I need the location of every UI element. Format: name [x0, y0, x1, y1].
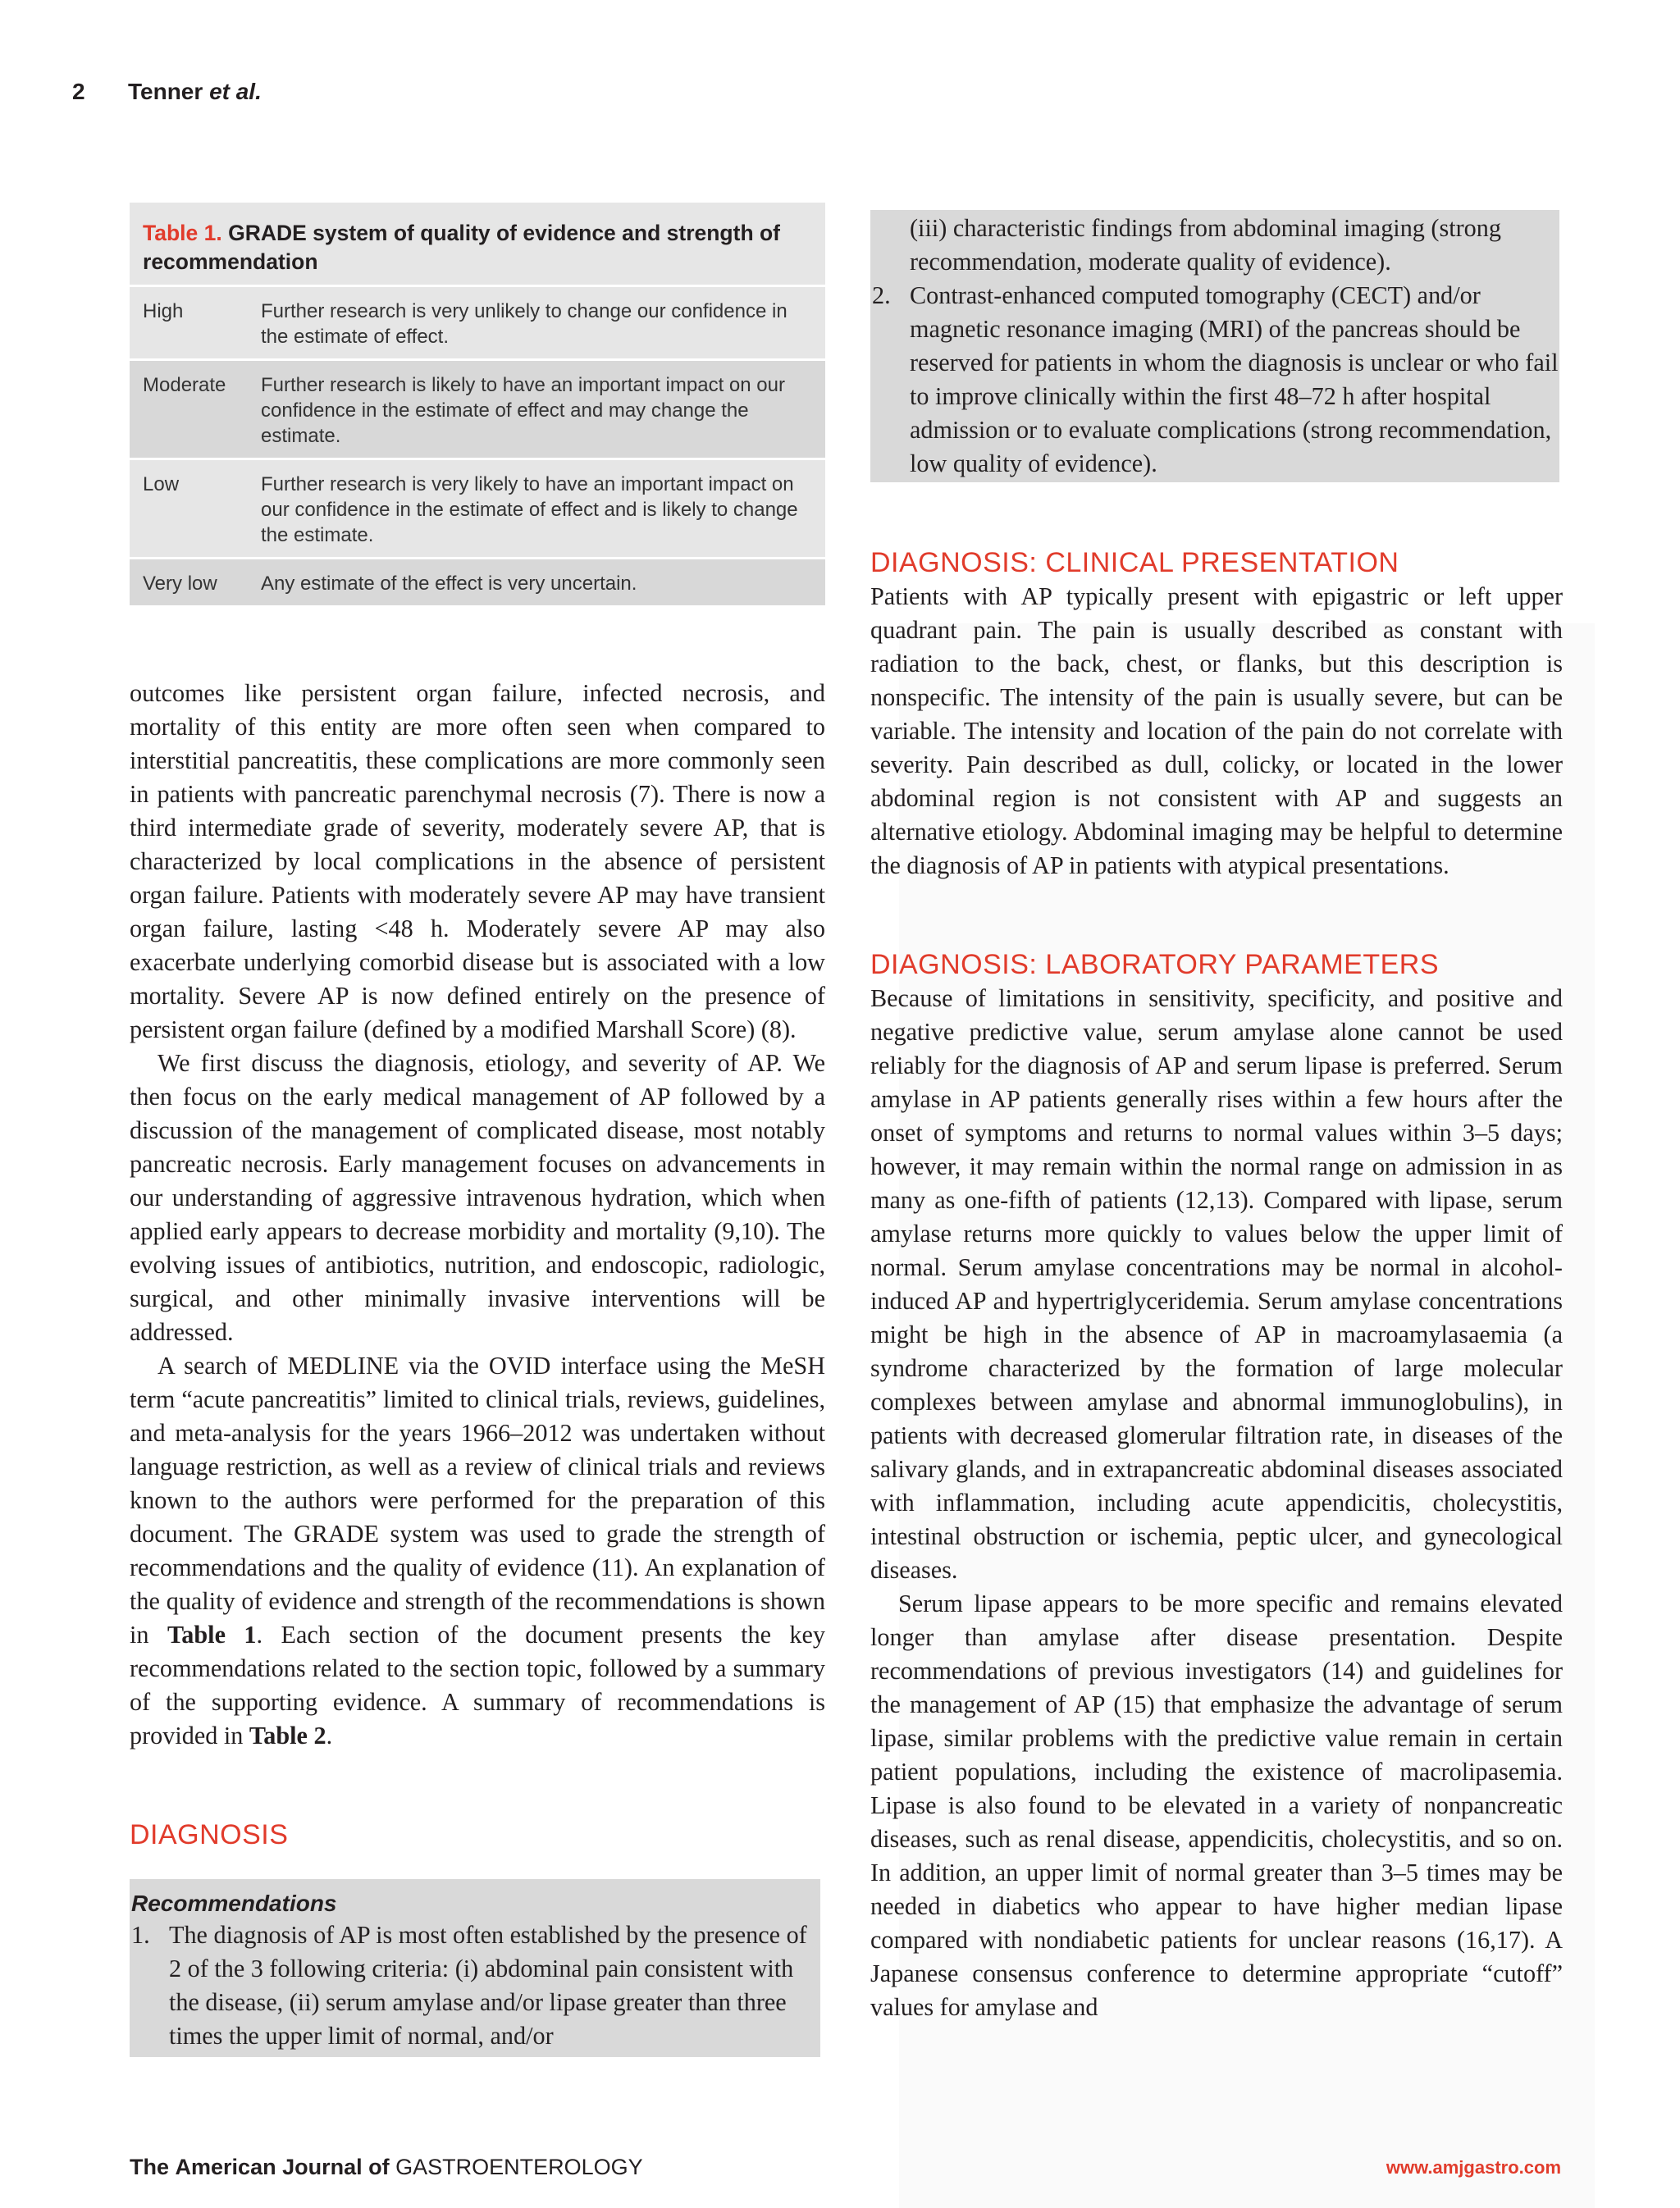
- journal-name-part1: American Journal: [175, 2155, 363, 2179]
- quality-level: Moderate: [143, 374, 226, 396]
- journal-of: of: [368, 2155, 390, 2179]
- page-number: 2: [72, 79, 85, 104]
- quality-description: Further research is likely to have an important impact on our confidence in the estimate of effect and may change the estimate.: [261, 374, 785, 447]
- recommendation-text: The diagnosis of AP is most often established by the presence of 2 of the 3 following criteria: (i) abdominal pain consistent with the disease, (ii) serum amylase and/or lipase greater than three times the upper limit of normal, and/or: [169, 1921, 807, 2050]
- journal-footer: [130, 2155, 643, 2180]
- table-row: [130, 358, 825, 458]
- quality-level: High: [143, 300, 184, 322]
- recommendation-number: 2.: [872, 281, 891, 309]
- text-run: .: [326, 1722, 333, 1750]
- table-1: [130, 203, 825, 605]
- table-1-title: GRADE system of quality of evidence and strength of recommendation: [143, 221, 781, 274]
- body-paragraph: outcomes like persistent organ failure, infected necrosis, and mortality of this entity are more often seen when compared to interstitial pancreatitis, these complications are more commonly seen in patients with pancreatic parenchymal necrosis (7). There is now a third intermediate grade of severity, moderately severe AP, that is characterized by local complications in the absence of persistent organ failure. Patients with moderately severe AP may have transient organ failure, lasting <48 h. Moderately severe AP may also exacerbate underlying comorbid disease but is associated with a low mortality. Severe AP is now defined entirely on the presence of persistent organ failure (defined by a modified Marshall Score) (8).: [130, 679, 825, 1043]
- author-et-al: et al.: [209, 79, 262, 104]
- journal-the: The: [130, 2155, 170, 2179]
- recommendation-item-continued: [870, 212, 1559, 279]
- table-1-label: Table 1.: [143, 221, 222, 245]
- table-row: [130, 458, 825, 557]
- table-2-reference: Table 2: [249, 1722, 326, 1750]
- body-paragraph: We first discuss the diagnosis, etiology, and severity of AP. We then focus on the early medical management of AP followed by a discussion of the management of complicated disease, most notably pancreatic necrosis. Early management focuses on advancements in our understanding of aggressive intravenous hydration, which when applied early appears to decrease morbidity and mortality (9,10). The evolving issues of antibiotics, nutrition, and endoscopic, radiologic, surgical, and other minimally invasive interventions will be addressed.: [130, 1049, 825, 1346]
- body-paragraph-search-methods: [130, 1349, 825, 1753]
- recommendation-text: (iii) characteristic findings from abdominal imaging (strong recommendation, moderate quality of evidence).: [910, 214, 1501, 276]
- section-heading-clinical-presentation: DIAGNOSIS: CLINICAL PRESENTATION: [870, 547, 1399, 578]
- quality-description: Further research is very likely to have an important impact on our confidence in the estimate of effect and is likely to change the estimate.: [261, 473, 798, 546]
- section-heading-diagnosis: DIAGNOSIS: [130, 1819, 289, 1850]
- recommendation-item: [870, 279, 1559, 481]
- text-run: A search of MEDLINE via the OVID interface using the MeSH term “acute pancreatitis” limited to clinical trials, reviews, guidelines, and meta-analysis for the years 1966–2012 was undertaken without language restriction, as well as a review of clinical trials and reviews known to the authors were performed for the preparation of this document. The GRADE system was used to grade the strength of recommendations and the quality of evidence (11). An explanation of the quality of evidence and strength of the recommendations is shown in: [130, 1352, 825, 1649]
- recommendations-list: [870, 212, 1559, 481]
- table-row: [130, 285, 825, 358]
- running-header: [72, 79, 262, 105]
- recommendation-item: [130, 1918, 820, 2053]
- recommendation-text: Contrast-enhanced computed tomography (CECT) and/or magnetic resonance imaging (MRI) of the pancreas should be reserved for patients in whom the diagnosis is unclear or who fail to improve clinically within the first 48–72 h after hospital admission or to evaluate complications (strong recommendation, low quality of evidence).: [910, 281, 1559, 477]
- journal-name-part2: GASTROENTEROLOGY: [395, 2155, 643, 2179]
- body-paragraph: Patients with AP typically present with epigastric or left upper quadrant pain. The pain is usually described as constant with radiation to the back, chest, or flanks, but this description is nonspecific. The intensity of the pain is usually severe, but can be variable. The intensity and location of the pain do not correlate with severity. Pain described as dull, colicky, or located in the lower abdominal region is not consistent with AP and suggests an alternative etiology. Abdominal imaging may be helpful to determine the diagnosis of AP in patients with atypical presentations.: [870, 582, 1563, 879]
- left-column: [130, 677, 825, 1852]
- table-row: [130, 557, 825, 605]
- table-1-body: [130, 285, 825, 605]
- right-column: [870, 546, 1563, 2024]
- recommendations-list: [130, 1918, 820, 2053]
- journal-url: www.amjgastro.com: [1386, 2157, 1561, 2178]
- section-heading-laboratory-parameters: DIAGNOSIS: LABORATORY PARAMETERS: [870, 949, 1440, 980]
- table-1-reference: Table 1: [167, 1621, 257, 1649]
- recommendation-number: 1.: [131, 1921, 150, 1949]
- recommendations-box: [130, 1879, 820, 2057]
- quality-description: Further research is very unlikely to change our confidence in the estimate of effect.: [261, 300, 788, 348]
- quality-level: Very low: [143, 573, 217, 595]
- recommendations-box-continued: [870, 210, 1559, 482]
- quality-description: Any estimate of the effect is very uncertain.: [261, 573, 637, 595]
- quality-level: Low: [143, 473, 180, 495]
- table-1-caption: [130, 203, 825, 285]
- recommendations-heading: Recommendations: [131, 1891, 337, 1916]
- author-name: Tenner: [128, 79, 203, 104]
- text-run: . Each section of the document presents the key recommendations related to the section topic, followed by a summary of the supporting evidence. A summary of recommendations is provided in: [130, 1621, 826, 1750]
- body-paragraph: Serum lipase appears to be more specific and remains elevated longer than amylase after disease presentation. Despite recommendations of previous investigators (14) and guidelines for the management of AP (15) that emphasize the advantage of serum lipase, similar problems with the predictive value remain in certain patient populations, including the existence of macrolipasemia. Lipase is also found to be elevated in a variety of nonpancreatic diseases, such as renal disease, appendicitis, cholecystitis, and so on. In addition, an upper limit of normal greater than 3–5 times may be needed in diabetics who appear to have higher median lipase compared with nondiabetic patients for unclear reasons (16,17). A Japanese consensus conference to determine appropriate “cutoff” values for amylase and: [870, 1590, 1563, 2021]
- body-paragraph: Because of limitations in sensitivity, specificity, and positive and negative predictive value, serum amylase alone cannot be used reliably for the diagnosis of AP and serum lipase is preferred. Serum amylase in AP patients generally rises within a few hours after the onset of symptoms and returns to normal values within 3–5 days; however, it may remain within the normal range on admission in as many as one-fifth of patients (12,13). Compared with lipase, serum amylase returns more quickly to values below the upper limit of normal. Serum amylase concentrations may be normal in alcohol-induced AP and hypertriglyceridemia. Serum amylase concentrations might be high in the absence of AP in macroamylasaemia (a syndrome characterized by the formation of large molecular complexes between amylase and abnormal immunoglobulins), in patients with decreased glomerular filtration rate, in diseases of the salivary glands, and in extrapancreatic abdominal diseases associated with inflammation, including acute appendicitis, cholecystitis, intestinal obstruction or ischemia, peptic ulcer, and gynecological diseases.: [870, 984, 1563, 1584]
